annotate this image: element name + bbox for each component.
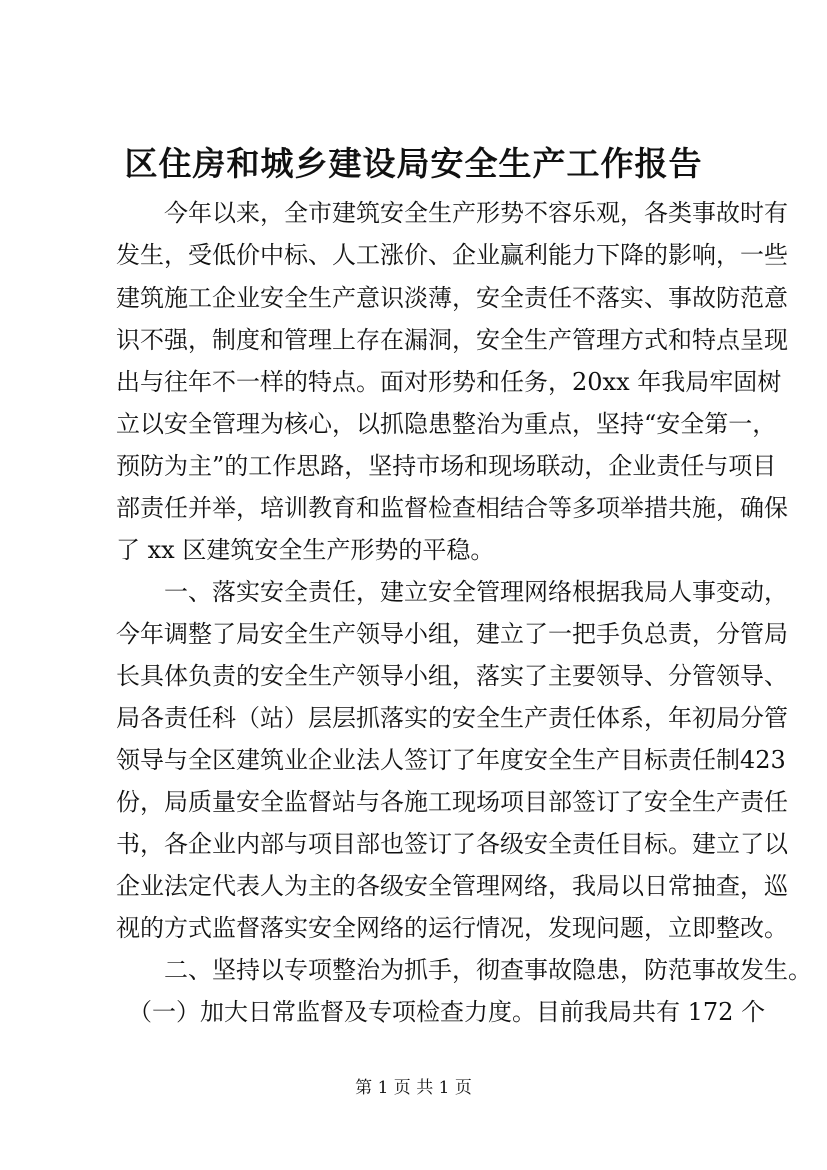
body-line: 二、坚持以专项整治为抓手，彻查事故隐患，防范事故发生。 — [116, 956, 812, 984]
body-line: 了 xx 区建筑安全生产形势的平稳。 — [116, 536, 495, 564]
document-title: 区住房和城乡建设局安全生产工作报告 — [124, 144, 703, 183]
body-line: 局各责任科（站）层层抓落实的安全生产责任体系，年初局分管 — [116, 704, 788, 732]
body-line: 部责任并举，培训教育和监督检查相结合等多项举措共施，确保 — [116, 494, 788, 522]
body-line: 预防为主”的工作思路，坚持市场和现场联动，企业责任与项目 — [116, 452, 777, 480]
body-line: 发生，受低价中标、人工涨价、企业赢利能力下降的影响，一些 — [116, 241, 788, 269]
body-line: 书，各企业内部与项目部也签订了各级安全责任目标。建立了以 — [116, 830, 788, 858]
body-line: 立以安全管理为核心，以抓隐患整治为重点，坚持“安全第一， — [116, 410, 777, 438]
body-line: 识不强，制度和管理上存在漏洞，安全生产管理方式和特点呈现 — [116, 326, 788, 354]
body-line: 份，局质量安全监督站与各施工现场项目部签订了安全生产责任 — [116, 788, 788, 816]
body-line: 出与往年不一样的特点。面对形势和任务，20xx 年我局牢固树 — [116, 368, 782, 396]
body-line: 企业法定代表人为主的各级安全管理网络，我局以日常抽查，巡 — [116, 872, 788, 900]
body-line: 视的方式监督落实安全网络的运行情况，发现问题，立即整改。 — [116, 914, 788, 942]
body-line: （一）加大日常监督及专项检查力度。目前我局共有 172 个 — [116, 998, 766, 1026]
body-line: 今年以来，全市建筑安全生产形势不容乐观，各类事故时有 — [116, 199, 788, 227]
page-footer: 第 1 页 共 1 页 — [355, 1078, 472, 1098]
body-line: 一、落实安全责任，建立安全管理网络根据我局人事变动， — [116, 578, 788, 606]
body-line: 领导与全区建筑业企业法人签订了年度安全生产目标责任制423 — [116, 746, 786, 774]
body-line: 长具体负责的安全生产领导小组，落实了主要领导、分管领导、 — [116, 662, 788, 690]
body-line: 今年调整了局安全生产领导小组，建立了一把手负总责，分管局 — [116, 620, 788, 648]
body-line: 建筑施工企业安全生产意识淡薄，安全责任不落实、事故防范意 — [116, 284, 788, 312]
